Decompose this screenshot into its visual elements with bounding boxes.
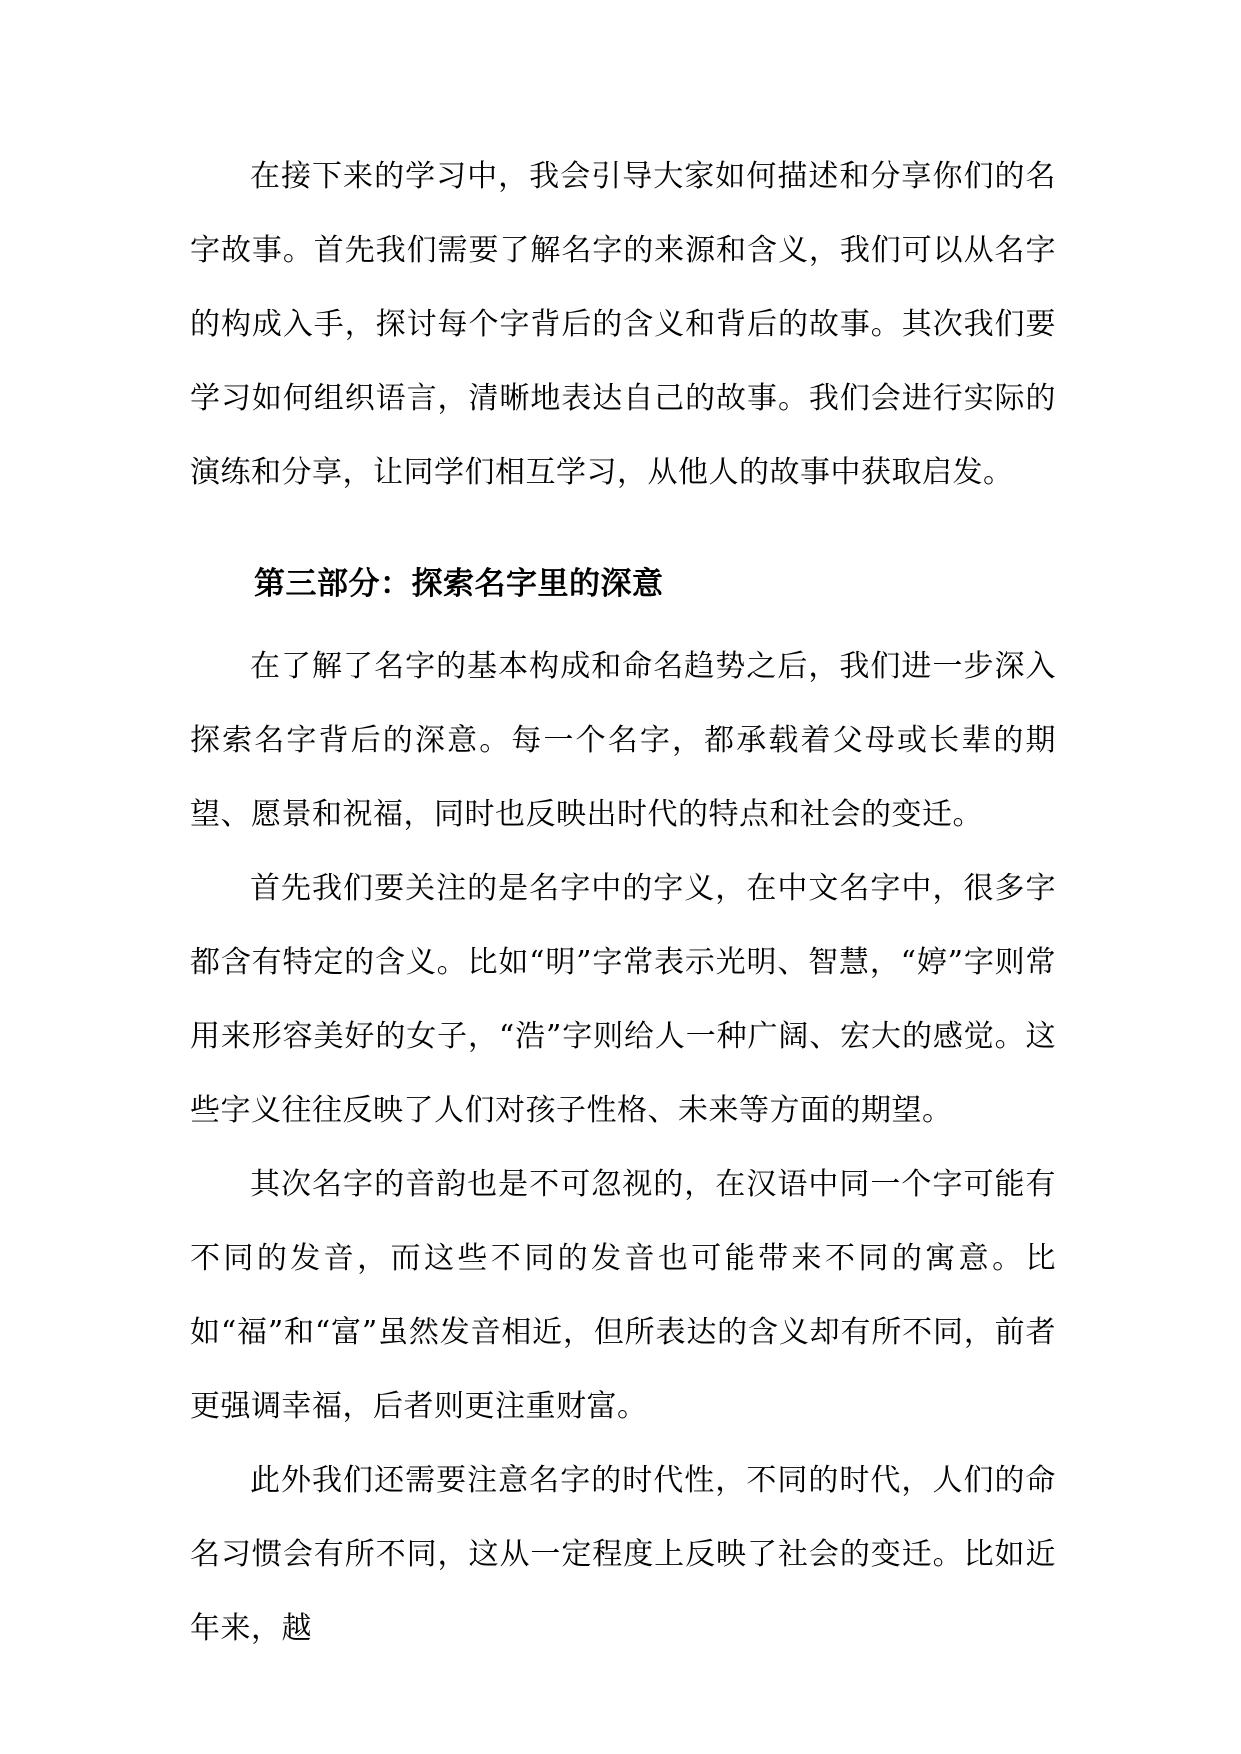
- body-paragraph: 此外我们还需要注意名字的时代性，不同的时代，人们的命名习惯会有所不同，这从一定程度上反映了社会的变迁。比如近年来，越: [190, 1463, 1056, 1646]
- body-paragraph: 在接下来的学习中，我会引导大家如何描述和分享你们的名字故事。首先我们需要了解名字的来源和含义，我们可以从名字的构成入手，探讨每个字背后的含义和背后的故事。其次我们要学习如何组织语言，清晰地表达自己的故事。我们会进行实际的演练和分享，让同学们相互学习，从他人的故事中获取启发。: [190, 159, 1056, 490]
- body-paragraph: 其次名字的音韵也是不可忽视的，在汉语中同一个字可能有不同的发音，而这些不同的发音也可能带来不同的寓意。比如“福”和“富”虽然发音相近，但所表达的含义却有所不同，前者更强调幸福，后者则更注重财富。: [190, 1167, 1056, 1424]
- body-paragraph: 首先我们要关注的是名字中的字义，在中文名字中，很多字都含有特定的含义。比如“明”字常表示光明、智慧，“婷”字则常用来形容美好的女子，“浩”字则给人一种广阔、宏大的感觉。这些字义往往反映了人们对孩子性格、未来等方面的期望。: [190, 871, 1056, 1128]
- document-body: [190, 140, 1056, 1666]
- section-heading: 第三部分：探索名字里的深意: [254, 566, 664, 602]
- body-paragraph: 在了解了名字的基本构成和命名趋势之后，我们进一步深入探索名字背后的深意。每一个名字，都承载着父母或长辈的期望、愿景和祝福，同时也反映出时代的特点和社会的变迁。: [190, 649, 1056, 832]
